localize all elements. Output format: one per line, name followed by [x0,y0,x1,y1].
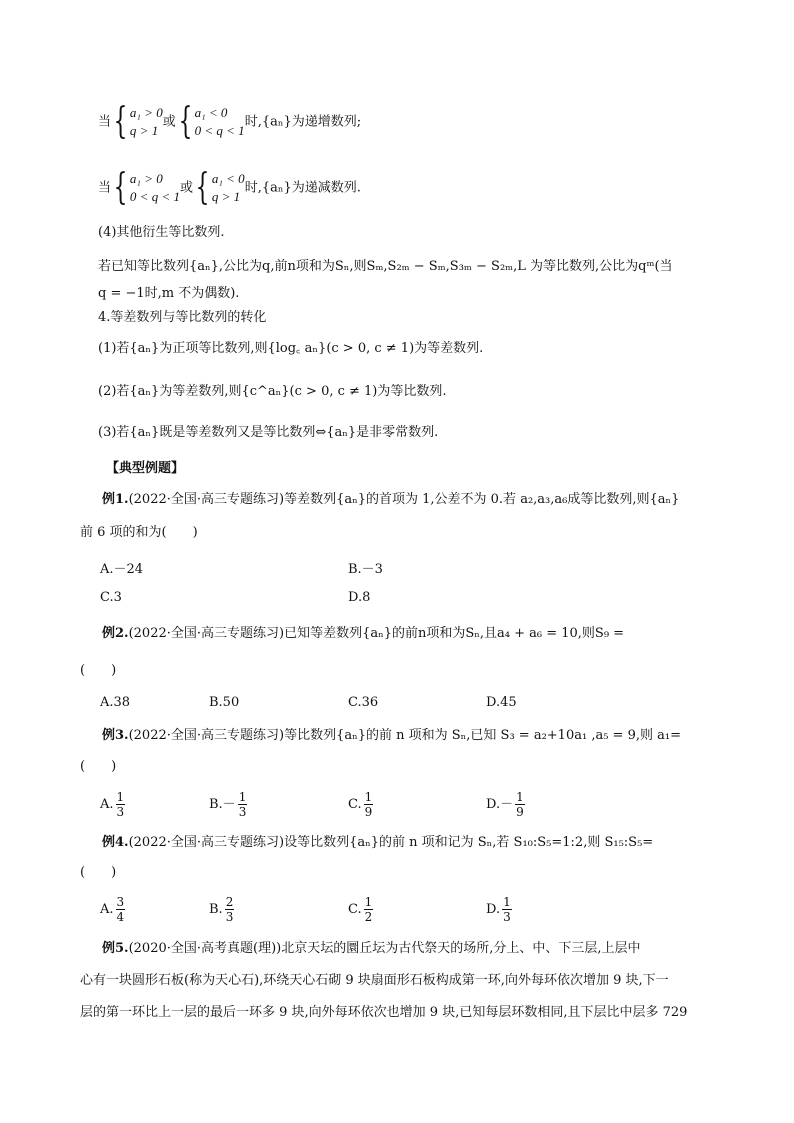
sys-row: q > 1 [211,189,241,204]
sys-row: a₁ > 0 [129,171,163,186]
text: 当 [98,114,112,130]
ex4-option-c [348,895,375,924]
example-3-line1 [102,727,681,745]
section-4-heading: (4)其他衍生等比数列. [98,225,225,240]
numerator: 3 [116,895,125,909]
text: (2022·全国·高三专题练习)已知等差数列{aₙ}的前n项和为Sₙ,且a₄ + a₆ = 10,则S₉ = [128,626,625,641]
option-letter: D. [486,902,501,917]
fraction [502,895,512,924]
text: 时,{aₙ}为递增数列; [244,114,362,130]
sys-row: 0 < q < 1 [129,189,180,204]
example-3-line2: ( ) [80,759,117,774]
option-letter: C. [348,902,362,917]
denominator: 9 [516,805,524,819]
numerator: 1 [364,895,373,909]
example-4-line1 [102,834,653,852]
ex1-option-b: B.－3 [348,562,383,577]
denominator: 3 [225,910,234,924]
numerator: 2 [225,895,234,909]
numerator: 1 [238,790,247,804]
ex2-option-a: A.38 [100,695,131,710]
example-1-line2: 前 6 项的和为( ) [80,525,198,540]
example-label: 例1. [102,492,129,507]
ex4-option-a [100,895,127,924]
ex3-option-c [348,790,375,819]
numerator: 1 [503,895,511,909]
ex2-option-b: B.50 [209,695,240,710]
text: 时,{aₙ}为递减数列. [244,180,361,196]
example-4-line2: ( ) [80,865,117,880]
example-5-line3: 层的第一环比上一层的最后一环多 9 块,向外每环依次也增加 9 块,已知每层环数相同,且下层比中层多 729 [80,1005,688,1020]
conversion-1: (1)若{aₙ}为正项等比数列,则{log꜀ aₙ}(c > 0, c ≠ 1)为等差数列. [98,341,484,356]
option-letter: C. [348,797,362,812]
fraction [515,790,525,819]
text: (2022·全国·高三专题练习)等差数列{aₙ}的首项为 1,公差不为 0.若 a₂,a₃,a₆成等比数列,则{aₙ} [128,492,680,507]
condition-system-2: { a₁ < 0 q > 1 [195,167,245,208]
text: 或 [162,114,176,130]
denominator: 3 [503,910,511,924]
derived-text-line1: 若已知等比数列{aₙ},公比为q,前n项和为Sₙ,则Sₘ,S₂ₘ − Sₘ,S₃ₘ − S₂ₘ,L 为等比数列,公比为qᵐ(当 [98,259,673,274]
denominator: 3 [116,805,125,819]
heading-conversion: 4.等差数列与等比数列的转化 [98,310,267,325]
fraction [116,895,126,924]
denominator: 3 [238,805,247,819]
conversion-2: (2)若{aₙ}为等差数列,则{c^aₙ}(c > 0, c ≠ 1)为等比数列. [98,384,447,399]
example-5-line2: 心有一块圆形石板(称为天心石),环绕天心石砌 9 块扇面形石板构成第一环,向外每环依次增加 9 块,下一 [80,973,669,988]
ex1-option-a: A.－24 [100,562,144,577]
sys-row: q > 1 [129,123,159,138]
sys-row: 0 < q < 1 [194,123,245,138]
conversion-3: (3)若{aₙ}既是等差数列又是等比数列⇔{aₙ}是非零常数列. [98,425,439,440]
option-letter: D.－ [486,797,514,812]
sys-row: a₁ < 0 [194,105,228,120]
condition-system-1: { a₁ > 0 q > 1 [113,101,163,142]
ex3-option-b [209,790,249,819]
text: 或 [179,180,193,196]
ex4-option-b [209,895,236,924]
text: (2022·全国·高三专题练习)等比数列{aₙ}的前 n 项和为 Sₙ,已知 S₃ = a₂+10a₁ ,a₅ = 9,则 a₁= [128,728,681,743]
ex1-option-d: D.8 [348,590,371,605]
ex2-option-d: D.45 [486,695,517,710]
text: (2020·全国·高考真题(理))北京天坛的圜丘坛为古代祭天的场所,分上、中、下三层,上层中 [128,941,641,956]
typical-examples-heading: 【典型例题】 [106,461,185,476]
numerator: 1 [116,790,125,804]
denominator: 9 [364,805,373,819]
derived-text-line2: q = −1时,m 不为偶数). [98,286,240,301]
option-letter: A. [100,902,114,917]
fraction [225,895,235,924]
example-label: 例5. [102,941,129,956]
text: 当 [98,180,112,196]
sys-row: a₁ < 0 [211,171,245,186]
option-letter: A. [100,797,114,812]
example-label: 例4. [102,835,129,850]
fraction [364,895,374,924]
numerator: 1 [364,790,373,804]
example-5-line1 [102,940,640,958]
example-2-line1 [102,625,624,643]
ex3-option-d [486,790,527,819]
example-label: 例2. [102,626,129,641]
ex2-option-c: C.36 [348,695,379,710]
fraction [116,790,126,819]
increasing-condition [98,101,362,142]
decreasing-condition [98,167,361,208]
sys-row: a₁ > 0 [129,105,163,120]
ex4-option-d [486,895,514,924]
condition-system-1: { a₁ > 0 0 < q < 1 [113,167,180,208]
denominator: 4 [116,910,125,924]
fraction [238,790,248,819]
ex3-option-a [100,790,127,819]
example-label: 例3. [102,728,129,743]
example-1-line1 [102,491,679,509]
numerator: 1 [516,790,524,804]
denominator: 2 [364,910,373,924]
option-letter: B.－ [209,797,236,812]
example-2-line2: ( ) [80,663,117,678]
fraction [364,790,374,819]
text: (2022·全国·高三专题练习)设等比数列{aₙ}的前 n 项和记为 Sₙ,若 S₁₀:S₅=1:2,则 S₁₅:S₅= [128,835,654,850]
condition-system-2: { a₁ < 0 0 < q < 1 [178,101,245,142]
option-letter: B. [209,902,223,917]
ex1-option-c: C.3 [100,590,122,605]
